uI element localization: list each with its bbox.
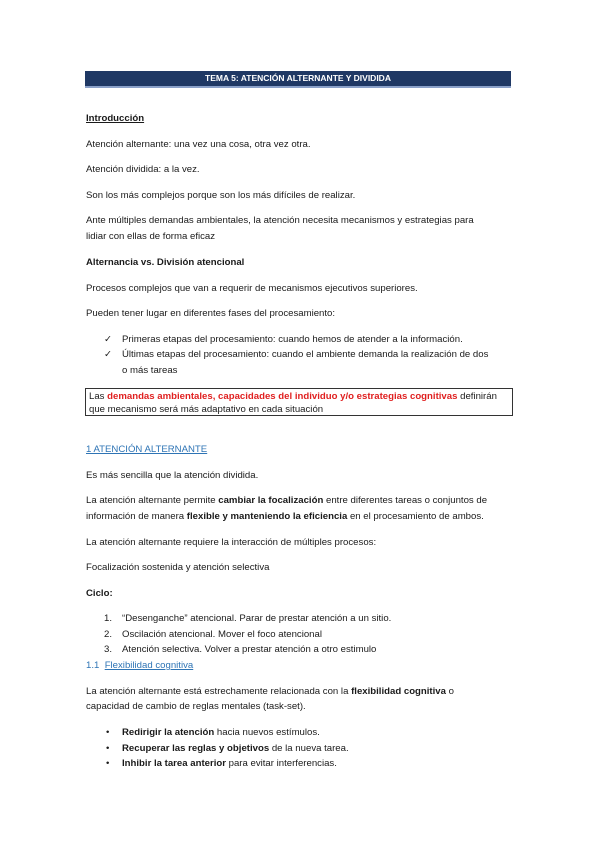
intro-paragraph-4a: Ante múltiples demandas ambientales, la atención necesita mecanismos y estrategias para <box>86 215 474 226</box>
section-1-1-paragraph-1a <box>86 686 454 698</box>
check-item-2b: o más tareas <box>122 365 178 376</box>
section-1-1-title: Flexibilidad cognitiva <box>104 660 194 671</box>
bullet-icon: • <box>106 758 110 769</box>
bold-run: Redirigir la atención <box>122 727 215 738</box>
bold-run: Inhibir la tarea anterior <box>122 758 226 769</box>
bullet-icon: • <box>106 727 110 738</box>
bullet-item-3 <box>122 758 337 770</box>
section-1-paragraph-1: Es más sencilla que la atención dividida. <box>86 470 259 481</box>
alternancia-paragraph-1: Procesos complejos que van a requerir de mecanismos ejecutivos superiores. <box>86 283 418 294</box>
section-1-heading[interactable]: 1 ATENCIÓN ALTERNANTE <box>86 444 208 455</box>
text-run: hacia nuevos estímulos. <box>214 727 320 738</box>
check-item-2a: Últimas etapas del procesamiento: cuando el ambiente demanda la realización de dos <box>122 349 489 360</box>
alternancia-paragraph-2: Pueden tener lugar en diferentes fases del procesamiento: <box>86 308 336 319</box>
section-1-paragraph-2a <box>86 495 487 507</box>
intro-paragraph-3: Son los más complejos porque son los más difíciles de realizar. <box>86 190 356 201</box>
section-1-1-heading[interactable] <box>86 660 193 672</box>
highlight-box-line-1 <box>89 391 497 403</box>
text-run: en el procesamiento de ambos. <box>347 511 484 522</box>
highlight-post: definirán <box>457 391 497 402</box>
text-run: La atención alternante está estrechamente relacionada con la <box>86 686 352 697</box>
alternancia-heading: Alternancia vs. División atencional <box>86 257 245 268</box>
step-item-1: “Desenganche” atencional. Parar de prestar atención a un sitio. <box>122 613 392 624</box>
text-run: información de manera <box>86 511 187 522</box>
check-item-1: Primeras etapas del procesamiento: cuando hemos de atender a la información. <box>122 334 463 345</box>
check-icon: ✓ <box>104 349 113 360</box>
step-item-2: Oscilación atencional. Mover el foco atencional <box>122 629 322 640</box>
step-item-3: Atención selectiva. Volver a prestar atención a otro estimulo <box>122 644 377 655</box>
text-run: de la nueva tarea. <box>269 743 349 754</box>
text-run: o <box>445 686 454 697</box>
highlight-box <box>85 388 513 416</box>
intro-heading: Introducción <box>86 113 145 124</box>
bullet-item-1 <box>122 727 320 739</box>
section-1-1-number: 1.1 <box>86 660 100 671</box>
intro-paragraph-1: Atención alternante: una vez una cosa, otra vez otra. <box>86 139 311 150</box>
step-number: 2. <box>104 629 113 640</box>
text-run: entre diferentes tareas o conjuntos de <box>323 495 488 506</box>
text-run: para evitar interferencias. <box>225 758 337 769</box>
ciclo-label: Ciclo: <box>86 588 113 599</box>
highlight-red-text: demandas ambientales, capacidades del individuo y/o estrategias cognitivas <box>107 391 458 402</box>
highlight-box-line-2: que mecanismo será más adaptativo en cada situación <box>89 404 324 415</box>
step-number: 1. <box>104 613 113 624</box>
section-1-paragraph-4: Focalización sostenida y atención selectiva <box>86 562 270 573</box>
intro-paragraph-2: Atención dividida: a la vez. <box>86 164 200 175</box>
bold-run: Recuperar las reglas y objetivos <box>122 743 270 754</box>
bullet-item-2 <box>122 743 349 755</box>
intro-paragraph-4b: lidiar con ellas de forma eficaz <box>86 231 216 242</box>
section-1-paragraph-3: La atención alternante requiere la interacción de múltiples procesos: <box>86 537 377 548</box>
document-title: TEMA 5: ATENCIÓN ALTERNANTE Y DIVIDIDA <box>85 71 511 88</box>
section-1-1-paragraph-1b: capacidad de cambio de reglas mentales (task-set). <box>86 701 306 712</box>
bold-run: flexibilidad cognitiva <box>351 686 446 697</box>
bold-run: flexible y manteniendo la eficiencia <box>186 511 348 522</box>
bullet-icon: • <box>106 743 110 754</box>
text-run: La atención alternante permite <box>86 495 219 506</box>
highlight-pre: Las <box>89 391 108 402</box>
check-icon: ✓ <box>104 334 113 345</box>
bold-run: cambiar la focalización <box>218 495 324 506</box>
step-number: 3. <box>104 644 113 655</box>
section-1-paragraph-2b <box>86 511 484 523</box>
